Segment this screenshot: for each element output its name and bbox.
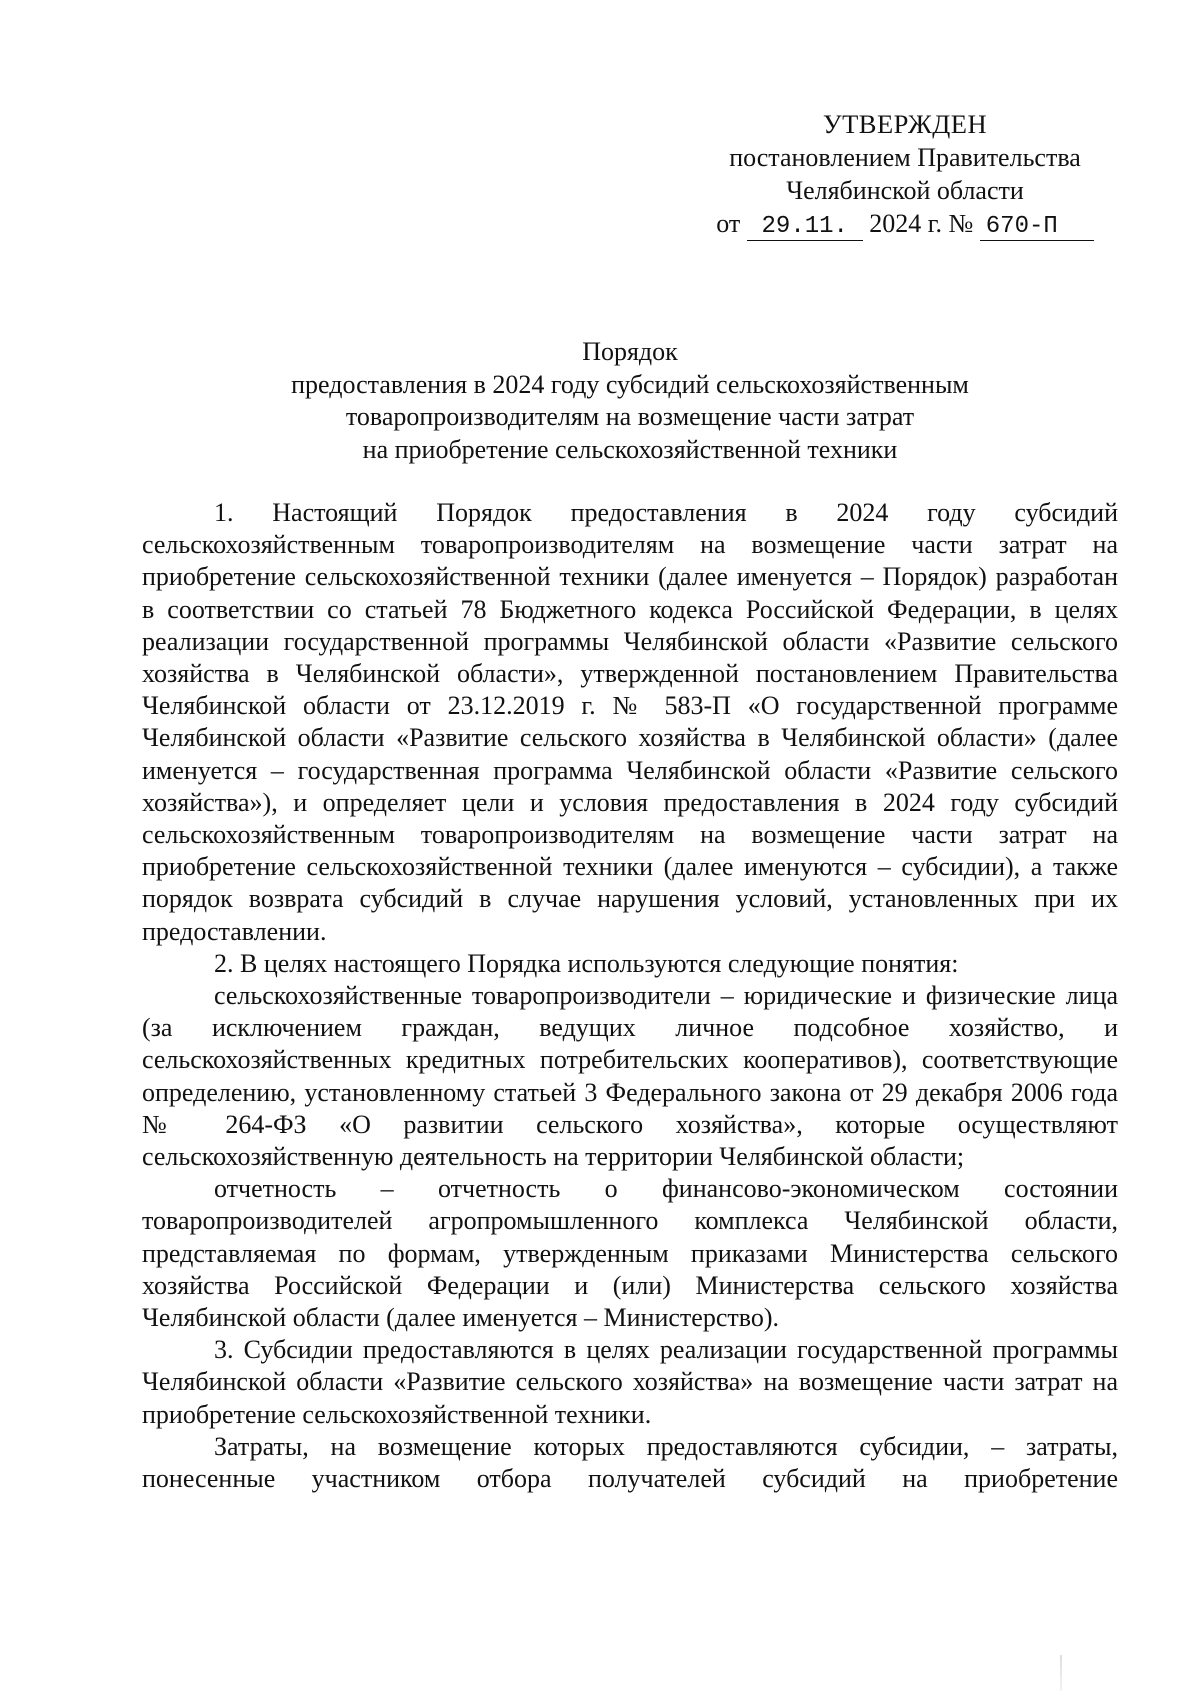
approval-line-1: постановлением Правительства: [729, 143, 1081, 172]
approval-date-line: [690, 207, 1120, 241]
approval-from-label: от: [716, 209, 741, 238]
paragraph-2: 2. В целях настоящего Порядка используются следующие понятия:: [214, 948, 959, 978]
title-line-1: предоставления в 2024 году субсидий сельскохозяйственным: [291, 369, 969, 399]
paragraph-5: 3. Субсидии предоставляются в целях реализации государственной программы Челябинской области «Развитие сельского хозяйства» на возмещение части затрат на приобретение сельскохозяйственной техники.: [142, 1335, 1118, 1429]
paragraph-6: Затраты, на возмещение которых предоставляются субсидии, – затраты, понесенные участником отбора получателей субсидий на приобретение: [142, 1431, 1118, 1494]
approval-line-2: Челябинской области: [786, 176, 1024, 205]
title-heading: Порядок: [582, 337, 678, 366]
document-title: [150, 336, 1110, 466]
title-line-3: на приобретение сельскохозяйственной техники: [362, 434, 898, 464]
approval-block: [690, 108, 1120, 241]
scan-artifact: [1060, 1655, 1062, 1691]
paragraph-4: отчетность – отчетность о финансово-экономическом состоянии товаропроизводителей агропромышленного комплекса Челябинской области, представляемая по формам, утвержденным приказами Министерства сельского хозяйства Российской Федерации и (или) Министерства сельского хозяйства Челябинской области (далее именуется – Министерство).: [142, 1174, 1118, 1333]
approval-number-value: 670-П: [980, 214, 1094, 241]
approval-year-text: 2024 г. №: [869, 209, 974, 238]
approval-title: УТВЕРЖДЕН: [822, 109, 988, 139]
paragraph-3: сельскохозяйственные товаропроизводители – юридические и физические лица (за исключением граждан, ведущих личное подсобное хозяйство, и сельскохозяйственных кредитных потребительских кооперативов), соответствующие определению, установленному статьей 3 Федерального закона от 29 декабря 2006 года № 264-ФЗ «О развитии сельского хозяйства», которые осуществляют сельскохозяйственную деятельность на территории Челябинской области;: [142, 981, 1118, 1172]
document-body: [142, 497, 1118, 1495]
title-line-2: товаропроизводителям на возмещение части затрат: [345, 402, 915, 431]
paragraph-1: 1. Настоящий Порядок предоставления в 2024 году субсидий сельскохозяйственным товаропроизводителям на возмещение части затрат на приобретение сельскохозяйственной техники (далее именуется – Порядок) разработан в соответствии со статьей 78 Бюджетного кодекса Российской Федерации, в целях реализации государственной программы Челябинской области «Развитие сельского хозяйства в Челябинской области», утвержденной постановлением Правительства Челябинской области от 23.12.2019 г. № 583-П «О государственной программе Челябинской области «Развитие сельского хозяйства в Челябинской области» (далее именуется – государственная программа Челябинской области «Развитие сельского хозяйства»), и определяет цели и условия предоставления в 2024 году субсидий сельскохозяйственным товаропроизводителям на возмещение части затрат на приобретение сельскохозяйственной техники (далее именуются – субсидии), а также порядок возврата субсидий в случае нарушения условий, установленных при их предоставлении.: [142, 498, 1118, 946]
approval-date-value: 29.11.: [747, 214, 863, 241]
